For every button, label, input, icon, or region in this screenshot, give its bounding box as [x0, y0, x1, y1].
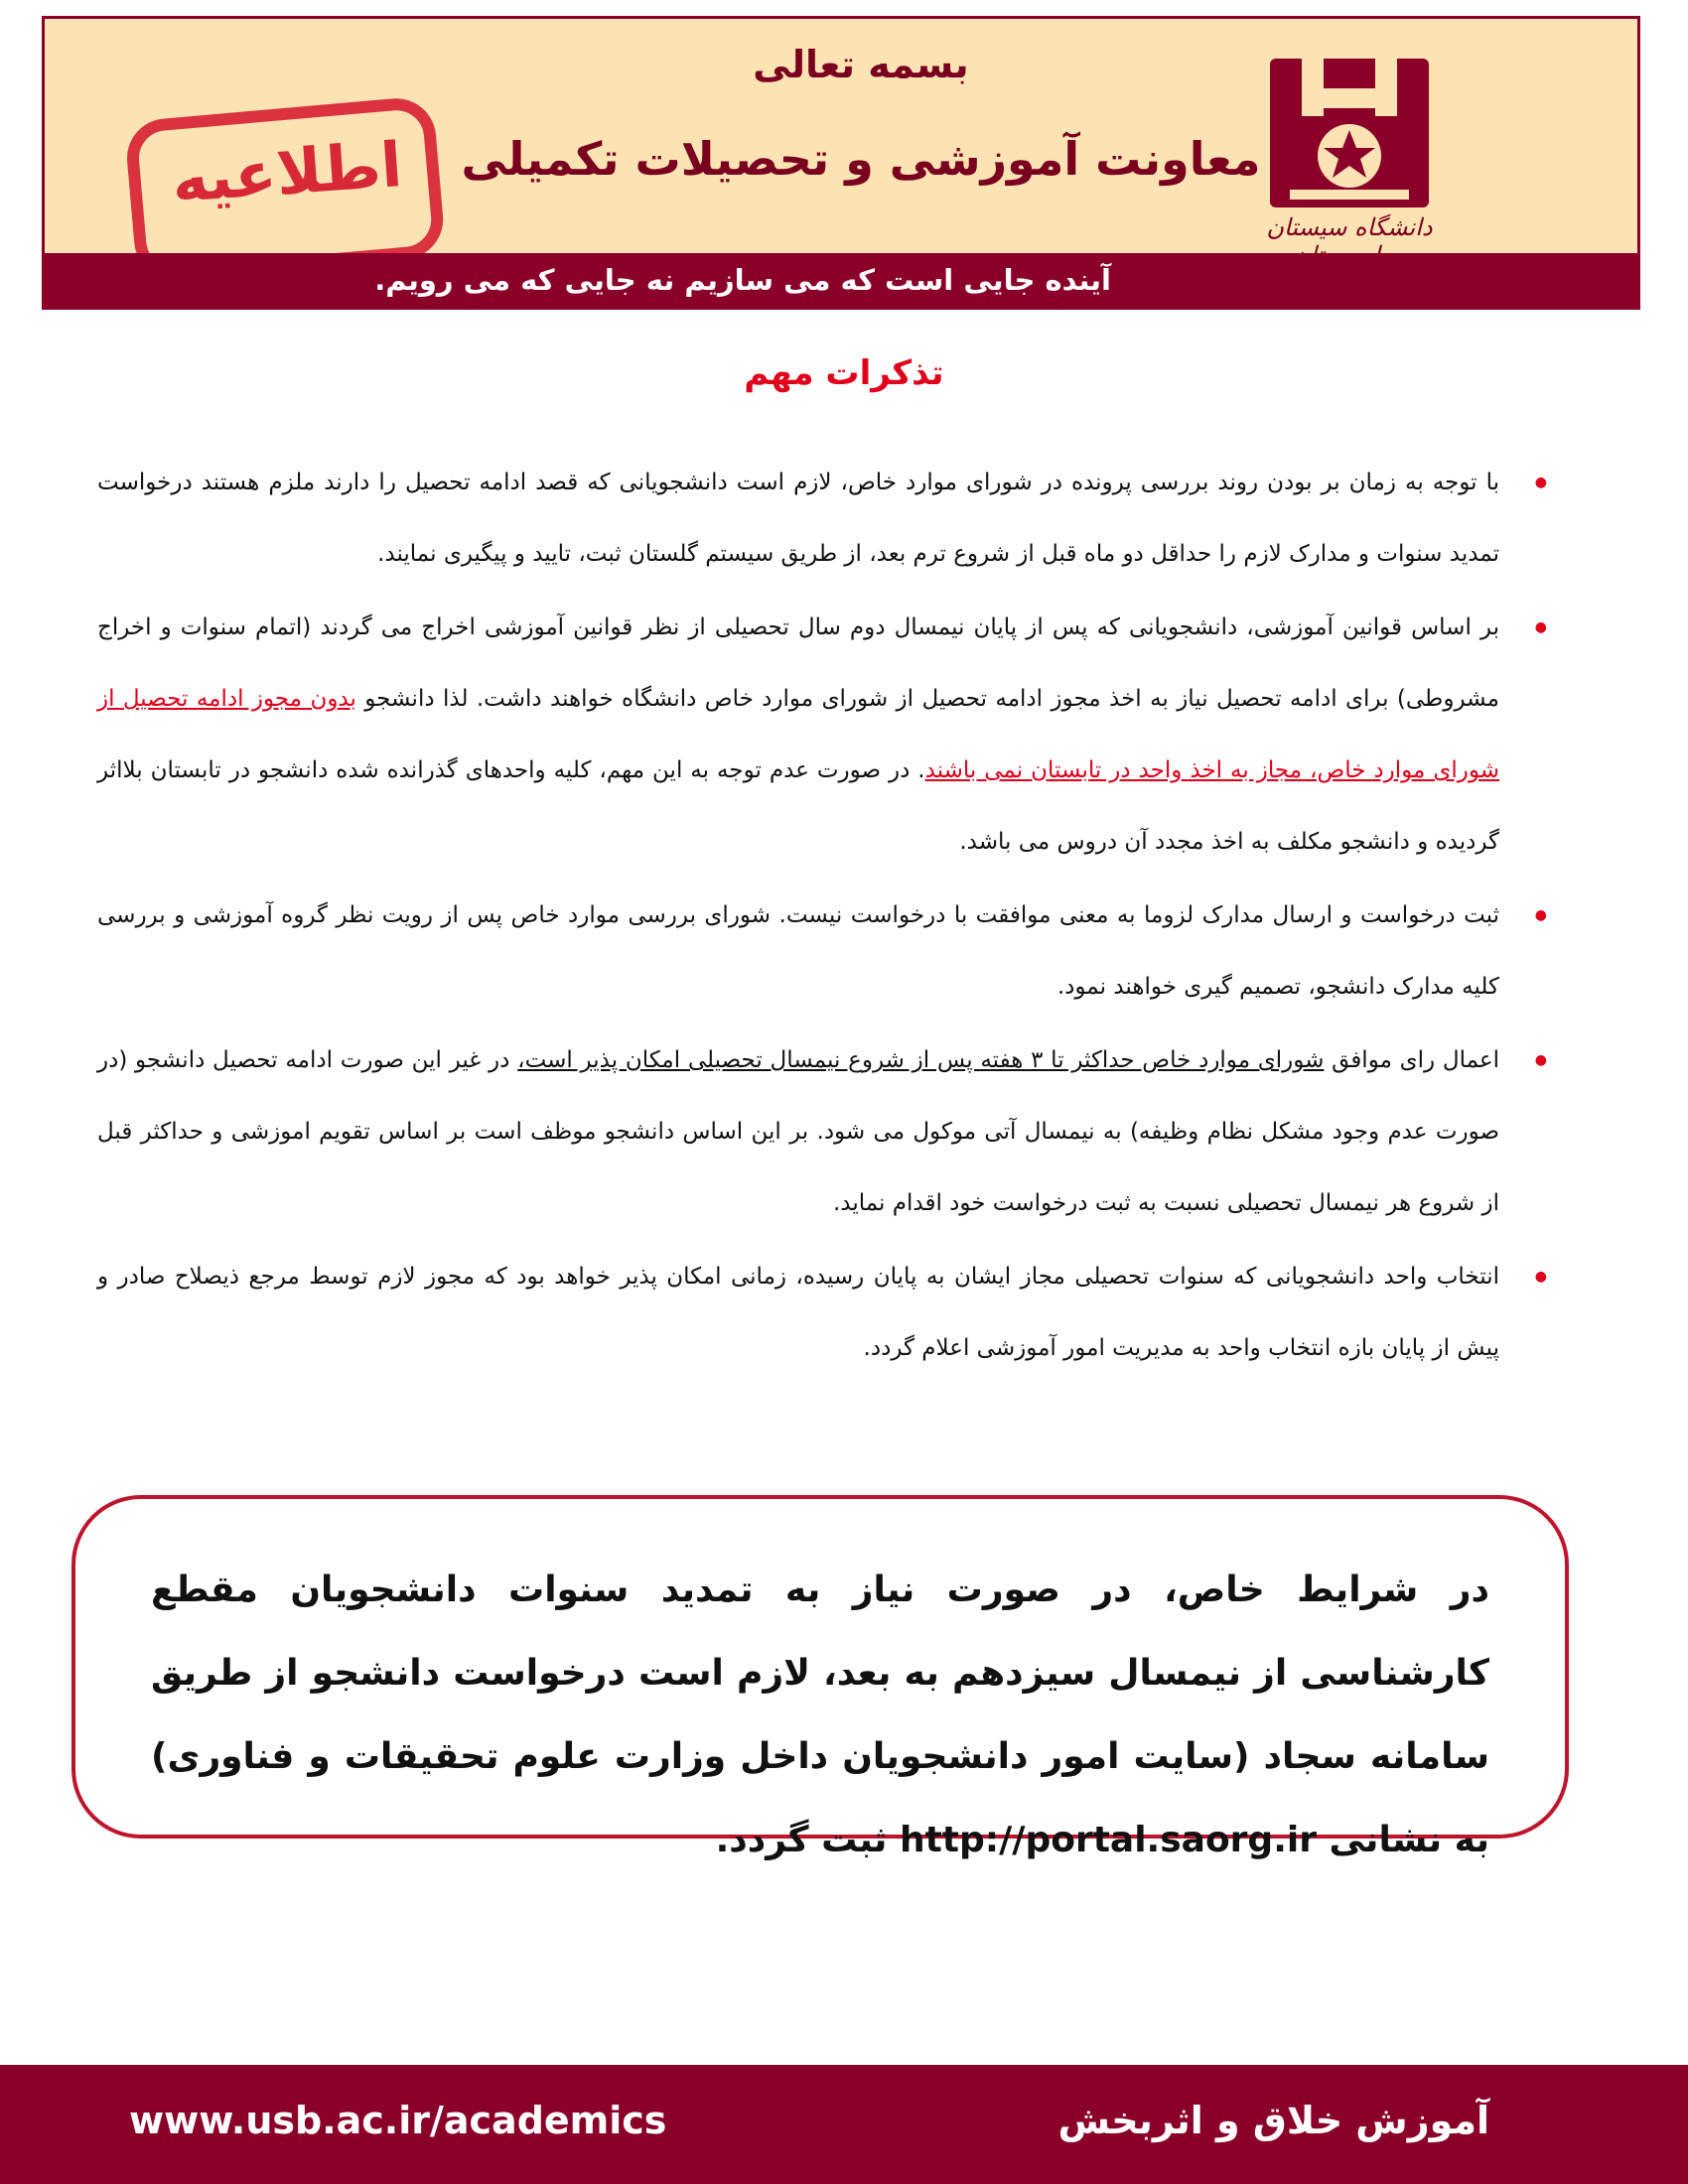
logo-caption: دانشگاه سیستان: [1266, 213, 1433, 241]
university-emblem-icon: [1260, 49, 1439, 217]
list-item: [97, 447, 1499, 590]
list-item: [97, 1024, 1499, 1239]
list-item: [97, 880, 1499, 1023]
notice-text: ثبت گردد.: [715, 1820, 900, 1860]
note-underline: شورای موارد خاص حداکثر تا ۳ هفته پس از شروع نیمسال تحصیلی امکان پذیر است،: [517, 1047, 1325, 1073]
notice-link[interactable]: http://portal.saorg.ir: [899, 1820, 1317, 1860]
note-text: اعمال رای موافق: [1324, 1047, 1499, 1073]
list-item: [97, 1241, 1499, 1384]
note-text: . در صورت عدم توجه به این مهم، کلیه واحدهای گذرانده شده دانشجو در تابستان بلااثر گردیده و دانشجو مکلف به اخذ مجدد آن دروس می باشد.: [97, 757, 1499, 855]
page-title: تذکرات مهم: [744, 353, 944, 393]
footer-website-link[interactable]: www.usb.ac.ir/academics: [129, 2099, 667, 2142]
list-item: [97, 592, 1499, 878]
notice-text: در شرایط خاص، در صورت نیاز به تمدید سنوات دانشجویان مقطع کارشناسی از نیمسال سیزدهم به بعد، لازم است درخواست دانشجو از طریق سامانه سجاد (سایت امور دانشجویان داخل وزارت علوم تحقیقات و فناوری) به نشانی: [151, 1570, 1489, 1860]
note-text: در غیر این صورت ادامه تحصیل دانشجو (در صورت عدم وجود مشکل نظام وظیفه) به نیمسال آتی موکول می شود. بر این اساس دانشجو موظف است بر اساس تقویم اموزشی و حداکثر قبل از شروع هر نیمسال تحصیلی نسبت به ثبت درخواست خود اقدام نماید.: [97, 1047, 1499, 1216]
office-title: معاونت آموزشی و تحصیلات تکمیلی: [461, 132, 1261, 186]
note-text: بر اساس قوانین آموزشی، دانشجویانی که پس از پایان نیمسال دوم سال تحصیلی از نظر قوانین آموزشی اخراج می گردند (اتمام سنوات و اخراج مشروطی) برای ادامه تحصیل نیاز به اخذ مجوز ادامه تحصیل از شورای موارد خاص دانشگاه خواهند داشت. لذا دانشجو: [97, 614, 1500, 712]
note-highlight: بدون مجوز ادامه تحصیل از شورای موارد خاص، مجاز به اخذ واحد در تابستان نمی باشند: [97, 686, 1499, 783]
stamp-label: اطلاعیه: [169, 127, 405, 217]
notes-list: [97, 447, 1499, 1386]
note-text: ثبت درخواست و ارسال مدارک لزوما به معنی موافقت با درخواست نیست. شورای بررسی موارد خاص پس از رویت نظر گروه آموزشی و بررسی کلیه مدارک دانشجو، تصمیم گیری خواهند نمود.: [97, 902, 1499, 1000]
footer-bar: [0, 2065, 1688, 2184]
footer-slogan: آموزش خلاق و اثربخش: [1057, 2099, 1489, 2142]
motto-strip: آینده جایی است که می سازیم نه جایی که می رویم.: [45, 253, 1637, 307]
basmala: بسمه تعالی: [753, 43, 969, 86]
notice-box: [71, 1495, 1569, 1860]
note-text: انتخاب واحد دانشجویانی که سنوات تحصیلی مجاز ایشان به پایان رسیده، زمانی امکان پذیر خواهد بود که مجوز لازم توسط مرجع ذیصلاح صادر و پیش از پایان بازه انتخاب واحد به مدیریت امور آموزشی اعلام گردد.: [97, 1264, 1499, 1361]
note-text: با توجه به زمان بر بودن روند بررسی پرونده در شورای موارد خاص، لازم است دانشجویانی که قصد ادامه تحصیل را دارند ملزم هستند درخواست تمدید سنوات و مدارک لازم را حداقل دو ماه قبل از شروع ترم بعد، از طریق سیستم گلستان ثبت، تایید و پیگیری نمایند.: [97, 470, 1499, 567]
header-banner: [42, 16, 1640, 310]
university-logo: [1260, 49, 1439, 257]
